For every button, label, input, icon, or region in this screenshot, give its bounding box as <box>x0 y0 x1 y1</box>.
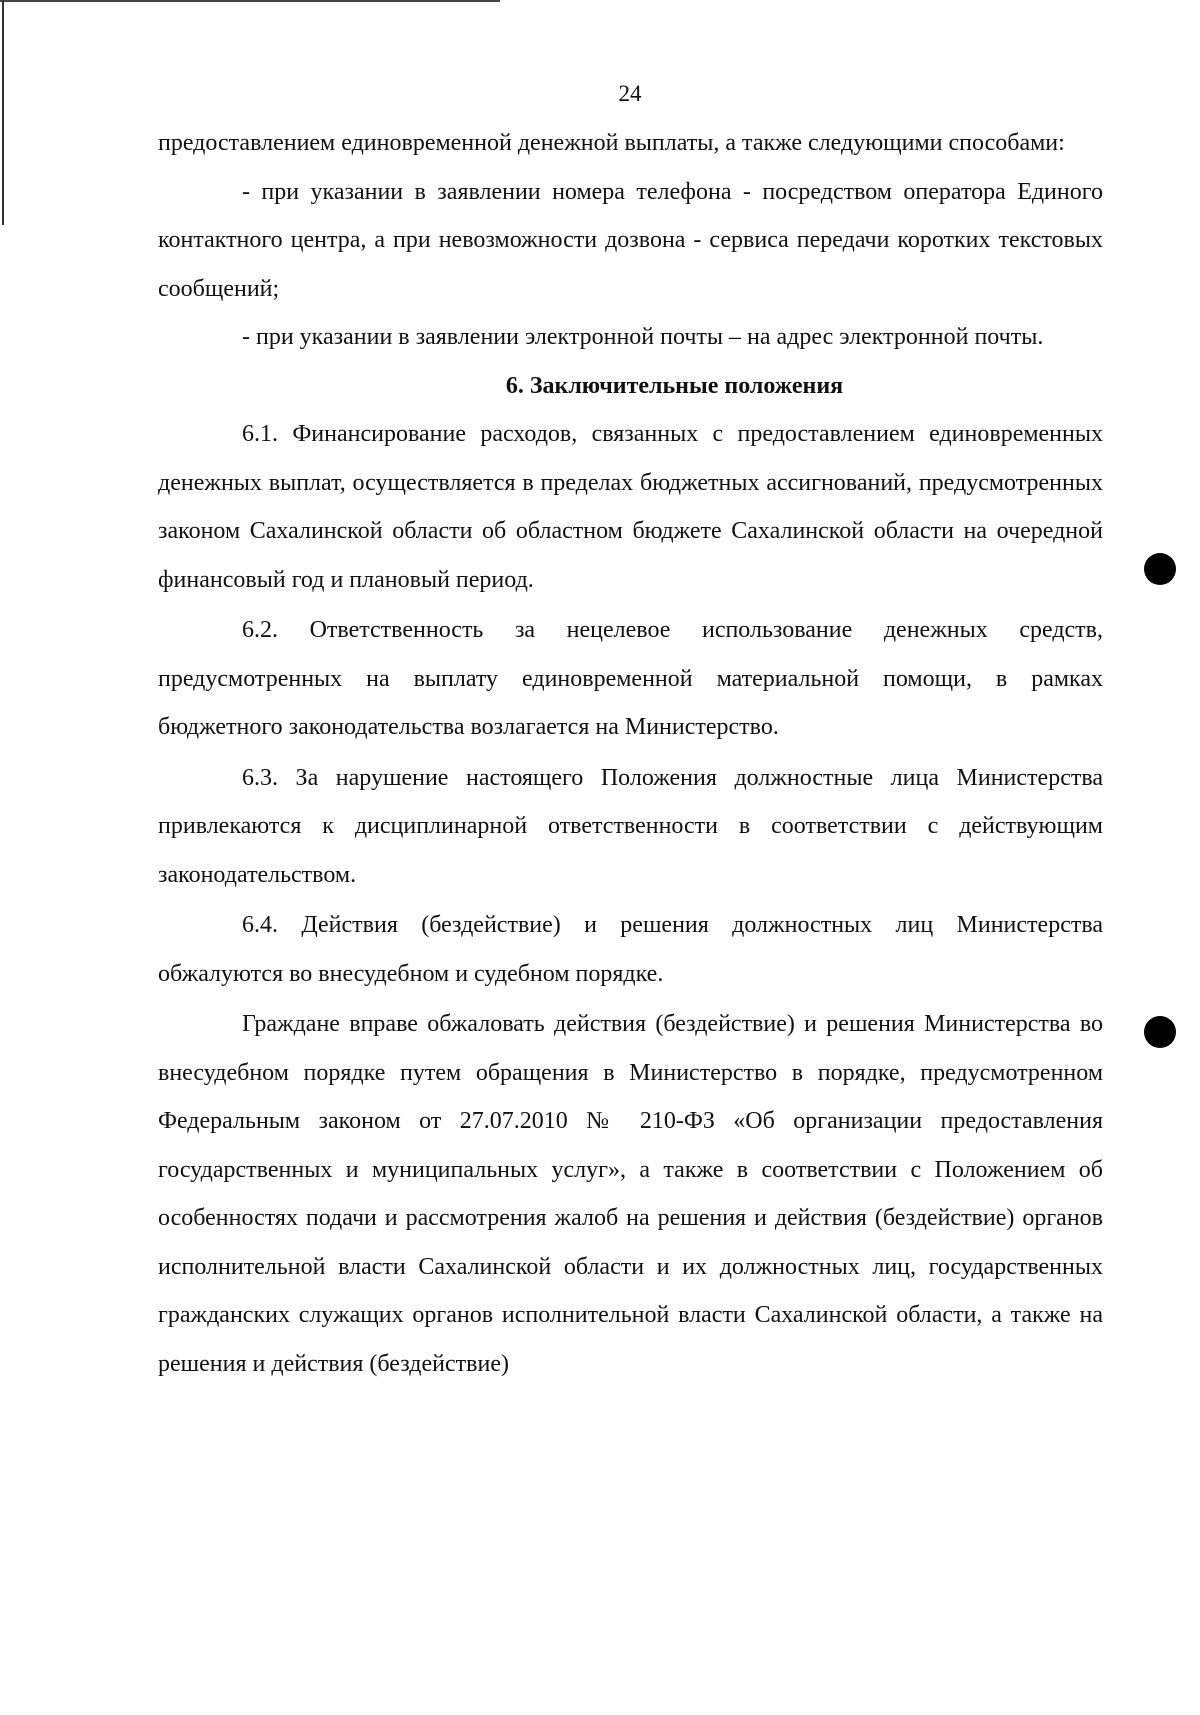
paragraph-6-2: 6.2. Ответственность за нецелевое использование денежных средств, предусмотренных на выплату единовременной материальной помощи, в рамках бюджетного законодательства возлагается на Министерство. <box>158 617 1103 740</box>
scan-border-left <box>2 0 4 225</box>
paragraph-phone-method: - при указании в заявлении номера телефона - посредством оператора Единого контактного центра, а при невозможности дозвона - сервиса передачи коротких текстовых сообщений; <box>158 178 1103 302</box>
hole-punch-mark <box>1144 553 1176 585</box>
paragraph-6-1: 6.1. Финансирование расходов, связанных с предоставлением единовременных денежных выплат, осуществляется в пределах бюджетных ассигнований, предусмотренных законом Сахалинской области об областном бюджете Сахалинской области на очередной финансовый год и плановый период. <box>158 421 1103 593</box>
paragraph-appeal: Граждане вправе обжаловать действия (бездействие) и решения Министерства во внесудебном порядке путем обращения в Министерство в порядке, предусмотренном Федеральным законом от 27.07.2010 № 210-ФЗ «Об организации предоставления государственных и муниципальных услуг», а также в соответствии с Положением об особенностях подачи и рассмотрения жалоб на решения и действия (бездействие) органов исполнительной власти Сахалинской области и их должностных лиц, государственных гражданских служащих органов исполнительной власти Сахалинской области, а также на решения и действия (бездействие) <box>158 1011 1103 1377</box>
paragraph-6-4: 6.4. Действия (бездействие) и решения должностных лиц Министерства обжалуются во внесудебном и судебном порядке. <box>158 912 1103 987</box>
page-number: 24 <box>618 81 642 106</box>
paragraph-6-3: 6.3. За нарушение настоящего Положения должностные лица Министерства привлекаются к дисциплинарной ответственности в соответствии с действующим законодательством. <box>158 764 1103 888</box>
paragraph-continuation: предоставлением единовременной денежной выплаты, а также следующими способами: <box>158 130 1065 156</box>
paragraph-email-method: - при указании в заявлении электронной почты – на адрес электронной почты. <box>242 324 1044 350</box>
document-body <box>158 119 1103 1388</box>
scan-border-top <box>0 0 500 2</box>
section-heading: 6. Заключительные положения <box>505 372 844 399</box>
hole-punch-mark <box>1144 1016 1176 1048</box>
